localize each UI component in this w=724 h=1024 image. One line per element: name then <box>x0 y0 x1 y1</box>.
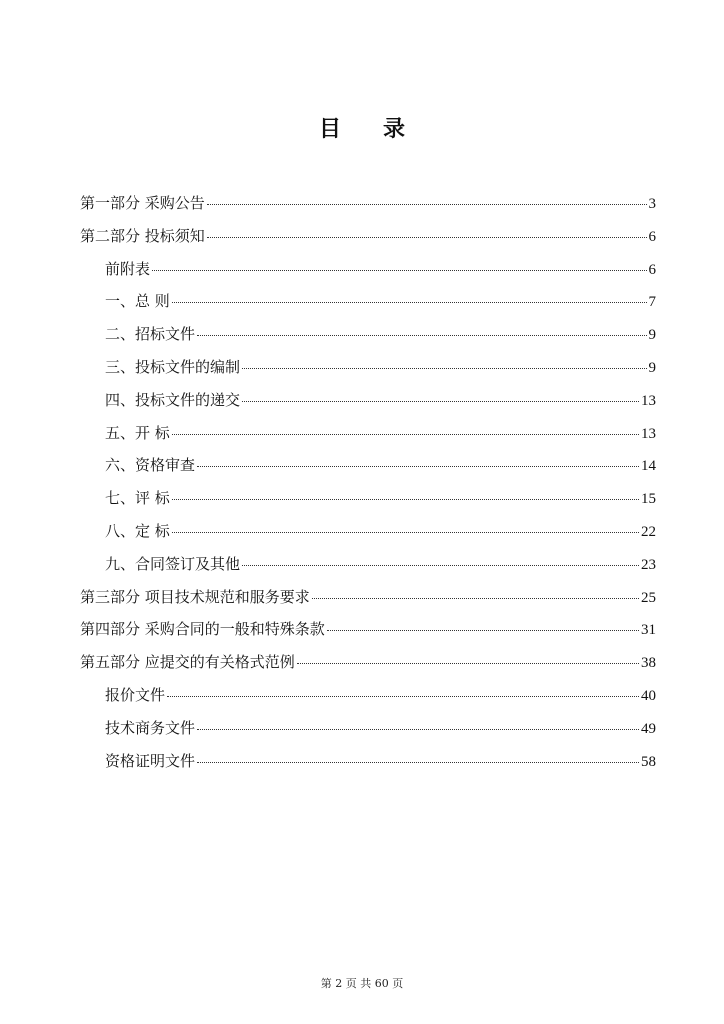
toc-entry-page-number: 38 <box>641 655 656 672</box>
toc-entry[interactable] <box>80 586 656 619</box>
toc-entry-page-number: 13 <box>641 425 656 442</box>
toc-entry-page-number: 40 <box>641 687 656 704</box>
toc-entry[interactable] <box>80 290 656 323</box>
toc-entry-label: 一、总 则 <box>105 292 170 311</box>
toc-leader-dots <box>172 434 639 435</box>
toc-entry-label: 第二部分 投标须知 <box>80 226 205 245</box>
toc-leader-dots <box>207 237 647 238</box>
toc-entry[interactable] <box>80 258 656 291</box>
toc-entry[interactable] <box>80 454 656 487</box>
toc-entry[interactable] <box>80 356 656 389</box>
toc-entry-label: 第三部分 项目技术规范和服务要求 <box>80 587 310 606</box>
toc-entry[interactable] <box>80 225 656 258</box>
toc-entry-label: 四、投标文件的递交 <box>105 390 241 409</box>
toc-entry[interactable] <box>80 717 656 750</box>
toc-leader-dots <box>197 762 639 763</box>
toc-leader-dots <box>327 630 639 631</box>
toc-entry-page-number: 25 <box>641 589 656 606</box>
toc-leader-dots <box>242 401 639 402</box>
toc-leader-dots <box>152 270 646 271</box>
toc-entry-label: 第四部分 采购合同的一般和特殊条款 <box>80 620 325 639</box>
toc-entry[interactable] <box>80 750 656 783</box>
toc-entry-label: 五、开 标 <box>105 423 170 442</box>
toc-entry-label: 三、投标文件的编制 <box>105 357 241 376</box>
toc-entry[interactable] <box>80 651 656 684</box>
toc-leader-dots <box>172 532 639 533</box>
toc-entry-page-number: 15 <box>641 491 656 508</box>
page-title <box>0 112 724 143</box>
toc-leader-dots <box>207 204 647 205</box>
toc-leader-dots <box>242 368 646 369</box>
toc-entry-page-number: 14 <box>641 458 656 475</box>
toc-entry[interactable] <box>80 323 656 356</box>
toc-leader-dots <box>172 302 647 303</box>
toc-entry-page-number: 49 <box>641 720 656 737</box>
toc-entry-label: 九、合同签订及其他 <box>105 554 241 573</box>
toc-entry[interactable] <box>80 553 656 586</box>
toc-leader-dots <box>197 466 639 467</box>
toc-leader-dots <box>242 565 639 566</box>
toc-entry-page-number: 6 <box>648 228 656 245</box>
toc-entry-label: 六、资格审查 <box>105 456 196 475</box>
toc-entry-label: 技术商务文件 <box>105 718 196 737</box>
toc-entry-page-number: 13 <box>641 392 656 409</box>
toc-entry-page-number: 7 <box>648 294 656 311</box>
toc-leader-dots <box>197 335 646 336</box>
toc-entry[interactable] <box>80 487 656 520</box>
title-char-2: 录 <box>383 116 406 142</box>
toc-entry-page-number: 6 <box>648 261 656 278</box>
toc-entry-label: 八、定 标 <box>105 521 170 540</box>
toc-entry[interactable] <box>80 389 656 422</box>
toc-entry[interactable] <box>80 192 656 225</box>
toc-entry-page-number: 31 <box>641 622 656 639</box>
toc-entry-page-number: 22 <box>641 523 656 540</box>
toc-entry-page-number: 9 <box>648 359 656 376</box>
toc-entry-label: 第五部分 应提交的有关格式范例 <box>80 653 295 672</box>
toc-entry-page-number: 9 <box>648 327 656 344</box>
table-of-contents <box>80 192 656 782</box>
toc-entry-label: 资格证明文件 <box>105 751 196 770</box>
toc-entry[interactable] <box>80 422 656 455</box>
toc-entry-label: 七、评 标 <box>105 489 170 508</box>
toc-entry-label: 前附表 <box>105 259 151 278</box>
page-footer: 第 2 页 共 60 页 <box>320 977 404 990</box>
toc-entry[interactable] <box>80 684 656 717</box>
toc-leader-dots <box>297 663 639 664</box>
toc-entry-label: 报价文件 <box>105 685 166 704</box>
toc-leader-dots <box>172 499 639 500</box>
toc-entry[interactable] <box>80 618 656 651</box>
toc-entry-page-number: 3 <box>648 196 656 212</box>
toc-leader-dots <box>312 598 639 599</box>
toc-leader-dots <box>197 729 639 730</box>
title-char-1: 目 <box>318 116 341 142</box>
toc-entry-page-number: 58 <box>641 753 656 770</box>
toc-entry-label: 第一部分 采购公告 <box>80 194 205 212</box>
toc-leader-dots <box>167 696 639 697</box>
toc-entry-page-number: 23 <box>641 556 656 573</box>
toc-entry-label: 二、招标文件 <box>105 325 196 344</box>
toc-entry[interactable] <box>80 520 656 553</box>
